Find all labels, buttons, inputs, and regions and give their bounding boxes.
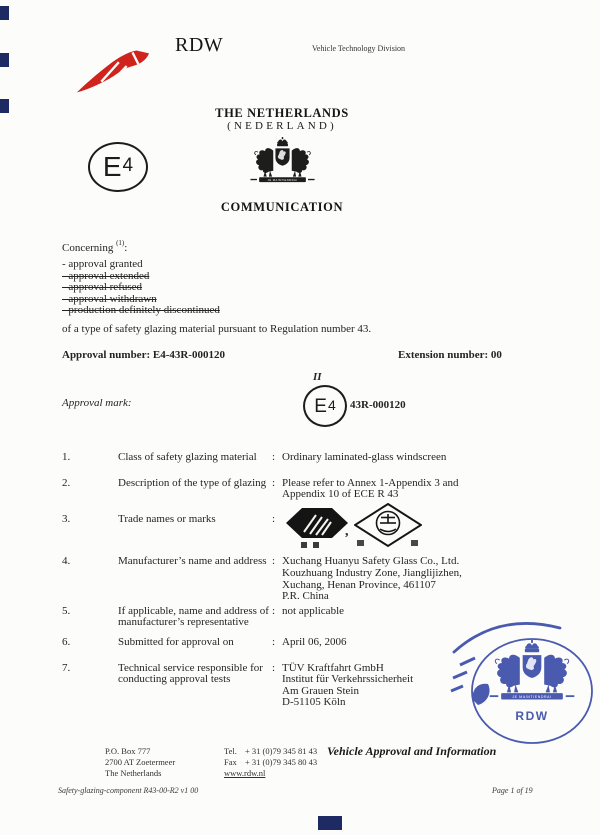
concerning-item: - approval granted <box>62 258 143 270</box>
item-value: Please refer to Annex 1-Appendix 3 and Appendix 10 of ECE R 43 <box>282 476 459 501</box>
coat-of-arms-icon <box>247 137 318 187</box>
e4-digit: 4 <box>122 154 134 176</box>
scan-mark <box>0 53 9 67</box>
approval-mark-label: Approval mark: <box>62 397 132 409</box>
item-label: Trade names or marks <box>118 512 216 525</box>
division-name: Vehicle Technology Division <box>312 44 406 53</box>
mark-roman-numeral: II <box>313 371 322 383</box>
trademark-separator: , <box>345 524 349 539</box>
brand-name: RDW <box>175 34 224 56</box>
item-label: Technical service responsible for conducting approval tests <box>118 661 263 686</box>
item-number: 4. <box>62 555 71 568</box>
item-number: 7. <box>62 661 71 674</box>
concerning-item: - approval refused <box>62 281 143 294</box>
e4-letter: E <box>314 395 327 417</box>
concerning-item: - approval withdrawn <box>62 292 157 305</box>
e4-mark <box>88 142 148 192</box>
concerning-item: - approval extended <box>62 269 150 282</box>
document-reference: Safety-glazing-component R43-00-R2 v1 00 <box>58 786 199 795</box>
stamp-org-text: RDW <box>515 709 549 723</box>
item-colon: : <box>272 604 276 617</box>
item-colon: : <box>272 512 276 525</box>
e4-digit: 4 <box>327 396 336 413</box>
fax-number: + 31 (0)79 345 80 43 <box>245 757 318 768</box>
item-colon: : <box>272 661 276 674</box>
approval-number: Approval number: E4-43R-000120 <box>62 349 225 361</box>
website-link[interactable]: www.rdw.nl <box>224 768 266 779</box>
item-value: not applicable <box>282 604 345 617</box>
scan-mark <box>0 99 9 113</box>
footer-address: P.O. Box 777 2700 AT Zoetermeer The Netherlands <box>105 746 176 779</box>
rdw-stamp <box>448 608 600 753</box>
item-number: 2. <box>62 476 71 489</box>
rdw-logo-icon <box>74 44 152 96</box>
item-row <box>62 452 574 464</box>
scan-mark <box>318 816 342 830</box>
item-number: 3. <box>62 512 71 525</box>
item-number: 5. <box>62 604 71 617</box>
doc-type-title: COMMUNICATION <box>220 200 344 214</box>
item-label: Class of safety glazing material <box>118 451 257 463</box>
footer-department: Vehicle Approval and Information <box>327 744 497 758</box>
scan-mark <box>0 6 9 20</box>
country-native: (NEDERLAND) <box>227 120 337 132</box>
page-number: Page 1 of 19 <box>492 786 533 795</box>
footer-contact: Tel. + 31 (0)79 345 81 43 Fax + 31 (0)79 345 80 43 www.rdw.nl <box>224 746 318 779</box>
concerning-subject: of a type of safety glazing material pursuant to Regulation number 43. <box>62 323 372 335</box>
item-label: Submitted for approval on <box>118 635 234 648</box>
item-value: Xuchang Huanyu Safety Glass Co., Ltd. Kouzhuang Industry Zone, Jianglijizhen, Xuchang, Henan Province, 461107 P.R. China <box>282 555 462 603</box>
item-number: 1. <box>62 451 71 463</box>
e4-letter: E <box>102 151 122 182</box>
trademark-diamond-icon <box>354 503 422 549</box>
item-label: Description of the type of glazing <box>118 476 267 489</box>
footnote-ref: (1) <box>116 239 125 247</box>
approval-mark-code: 43R-000120 <box>350 399 406 411</box>
item-value: Ordinary laminated-glass windscreen <box>282 451 447 463</box>
country-title: THE NETHERLANDS <box>215 106 349 120</box>
item-value: April 06, 2006 <box>282 635 347 648</box>
trademark-hexagon-icon <box>286 506 348 550</box>
item-colon: : <box>272 476 276 489</box>
item-label: If applicable, name and address of manufacturer’s representative <box>118 604 269 629</box>
item-value: TÜV Kraftfahrt GmbH Institut für Verkehrssicherheit Am Grauen Stein D-51105 Köln <box>282 661 414 709</box>
item-row <box>62 556 574 602</box>
extension-number: Extension number: 00 <box>398 349 502 361</box>
item-colon: : <box>272 555 276 568</box>
e4-approval-mark <box>303 385 347 427</box>
concerning-item: - production definitely discontinued <box>62 304 220 317</box>
item-colon: : <box>272 635 276 648</box>
item-colon: : <box>272 451 276 463</box>
item-row <box>62 478 574 501</box>
item-label: Manufacturer’s name and address <box>118 555 267 568</box>
concerning-heading: Concerning $^{(1)}$: <box>62 239 128 254</box>
phone-number: + 31 (0)79 345 81 43 <box>245 746 318 756</box>
item-number: 6. <box>62 635 71 648</box>
concerning-list <box>62 259 220 317</box>
